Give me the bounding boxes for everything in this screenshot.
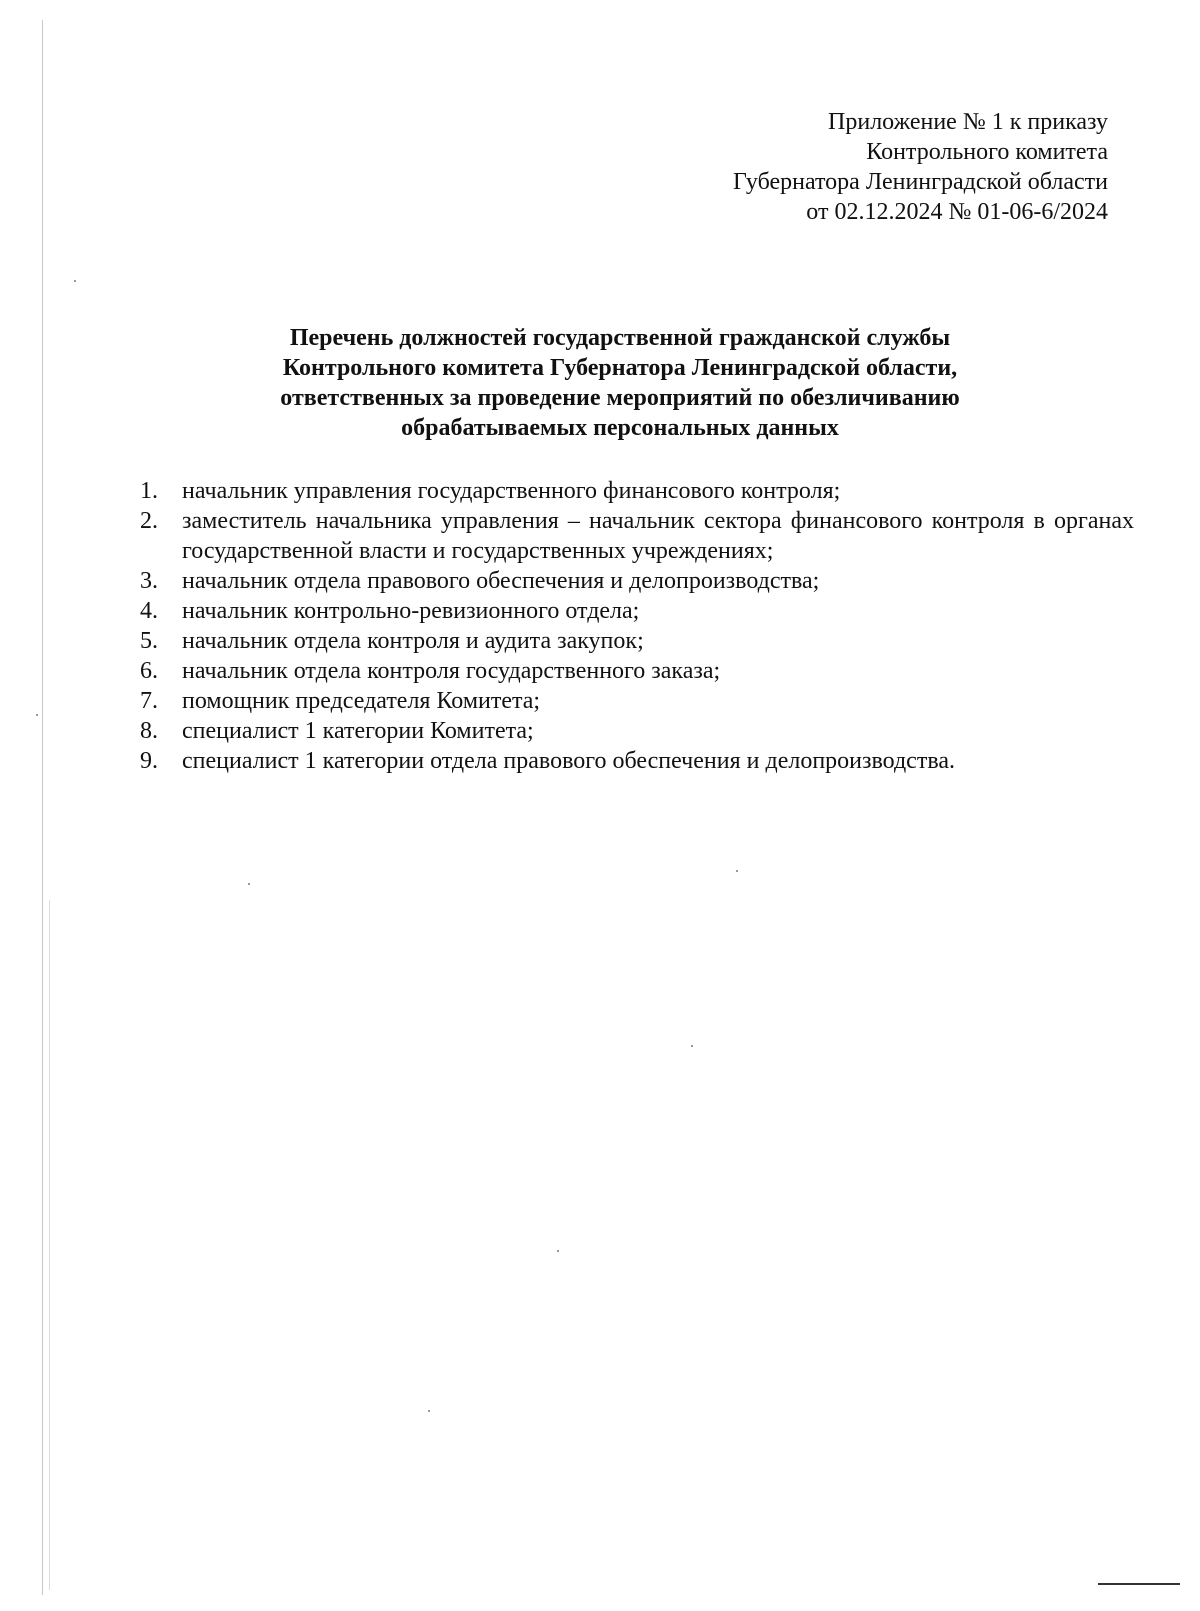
appendix-line: Контрольного комитета (866, 139, 1108, 165)
list-item-number: 6. (140, 658, 158, 684)
list-item (140, 656, 1134, 686)
title-line: ответственных за проведение мероприятий по обезличиванию (280, 385, 960, 411)
list-item-text: начальник управления государственного финансового контроля; (182, 478, 841, 504)
scan-speck (428, 1410, 430, 1412)
list-item-text: помощник председателя Комитета; (182, 688, 541, 714)
list-item-number: 9. (140, 748, 158, 774)
list-item-text: начальник контрольно-ревизионного отдела; (182, 598, 640, 624)
scan-speck (691, 1045, 693, 1047)
scan-speck (36, 714, 38, 716)
list-item (140, 686, 1134, 716)
list-item (140, 596, 1134, 626)
scan-speck (74, 280, 76, 282)
list-item-text: заместитель начальника управления – начальник сектора финансового контроля в органах государственной власти и государственных учреждениях; (182, 508, 1134, 564)
appendix-reference (733, 107, 1108, 227)
appendix-line: Приложение № 1 к приказу (828, 109, 1108, 135)
list-item-text: специалист 1 категории Комитета; (182, 718, 534, 744)
appendix-line: Губернатора Ленинградской области (732, 169, 1108, 195)
list-item (140, 476, 1134, 506)
title-line: Контрольного комитета Губернатора Ленинградской области, (282, 355, 958, 381)
list-item-text: начальник отдела контроля и аудита закупок; (182, 628, 644, 654)
list-item-number: 7. (140, 688, 158, 714)
list-item-number: 4. (140, 598, 158, 624)
appendix-line: от 02.12.2024 № 01-06-6/2024 (806, 199, 1108, 225)
list-item-number: 8. (140, 718, 158, 744)
scan-edge-line (42, 20, 43, 1595)
bottom-edge-mark (1098, 1583, 1180, 1585)
title-line: обрабатываемых персональных данных (401, 415, 839, 441)
list-item-number: 3. (140, 568, 158, 594)
list-item (140, 626, 1134, 656)
list-item (140, 746, 1134, 776)
list-item-number: 1. (140, 478, 158, 504)
scan-speck (557, 1250, 559, 1252)
list-item-text: начальник отдела контроля государственного заказа; (182, 658, 721, 684)
list-item (140, 566, 1134, 596)
scan-speck (248, 883, 250, 885)
list-item-number: 5. (140, 628, 158, 654)
scan-speck (736, 870, 738, 872)
list-item (140, 716, 1134, 746)
title-line: Перечень должностей государственной гражданской службы (289, 325, 951, 351)
list-item-text: специалист 1 категории отдела правового обеспечения и делопроизводства. (182, 748, 955, 774)
document-title (120, 323, 1120, 443)
scan-edge-line-secondary (49, 900, 50, 1590)
list-item-number: 2. (140, 508, 158, 534)
list-item (140, 506, 1134, 566)
positions-list (140, 476, 1134, 776)
list-item-text: начальник отдела правового обеспечения и делопроизводства; (182, 568, 820, 594)
